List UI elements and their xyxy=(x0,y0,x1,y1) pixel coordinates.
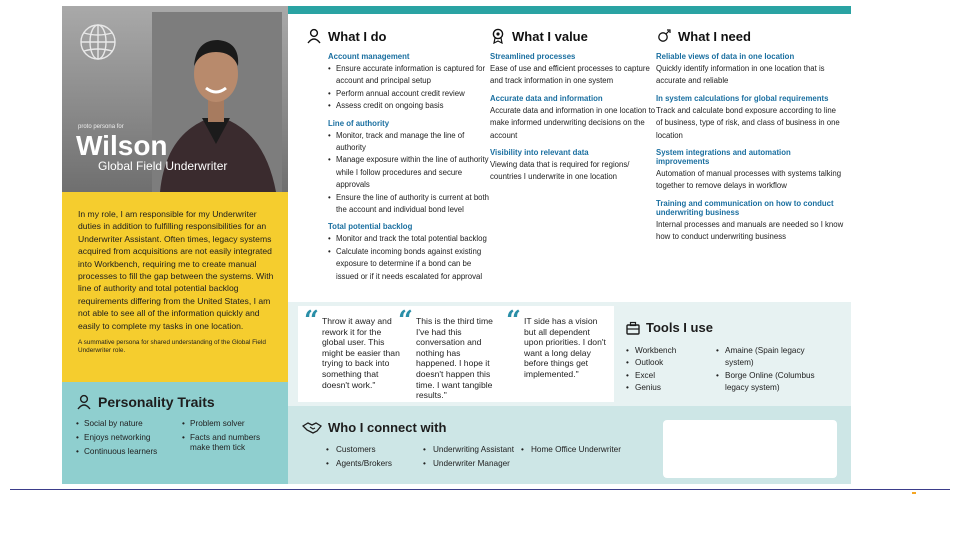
footer-divider xyxy=(10,489,950,490)
bio-note: A summative persona for shared understanding of the Global Field Underwriter role. xyxy=(78,339,266,355)
value-text: Viewing data that is required for regions/ countries I underwrite in one location xyxy=(490,160,630,182)
connect-heading xyxy=(302,420,631,435)
list-item: • Outlook xyxy=(626,357,716,369)
subheading: Account management xyxy=(328,52,410,61)
list-item: • Amaine (Spain legacy system) xyxy=(716,345,826,370)
subheading: Accurate data and information xyxy=(490,93,603,103)
subheading: Reliable views of data in one location xyxy=(656,52,795,61)
what-i-value-column xyxy=(490,28,656,190)
blank-card xyxy=(663,420,837,478)
top-accent-bar xyxy=(288,6,851,14)
list-item: • Social by nature xyxy=(76,419,170,429)
connect-title: Who I connect with xyxy=(328,420,447,435)
persona-photo-panel xyxy=(62,6,288,192)
what-i-do-title: What I do xyxy=(328,28,387,44)
what-i-need-column xyxy=(656,28,844,250)
what-i-value-heading xyxy=(490,28,656,44)
need-text: Internal processes and manuals are needed so I know how to conduct underwriting business xyxy=(656,219,844,242)
tools-list-1 xyxy=(626,345,716,395)
list-item: • Monitor, track and manage the line of authority xyxy=(328,130,492,155)
need-text: Quickly identify information in one location that is accurate and reliable xyxy=(656,64,825,86)
tools-list-2 xyxy=(716,345,826,395)
value-text: Accurate data and information in one location to make informed underwriting decisions on the account xyxy=(490,105,656,140)
connect-list-1 xyxy=(326,443,423,471)
bio-text: In my role, I am responsible for my Underwriter duties in addition to fulfilling responsibilities for an Underwriter Assistant. Often times, legacy systems acquired from acquisitions are not easily integrated into Workbench, requiring me to create manual processes to fill the gap between the systems. With line of authority and total potential backlog requirements differing from the United States, I am not able to see all of the information quickly and easily to complete my tasks in one location. xyxy=(78,209,274,331)
backlog-list xyxy=(328,233,492,283)
subheading: Training and communication on how to conduct underwriting business xyxy=(656,198,834,217)
persona-name: Wilson xyxy=(76,130,168,161)
list-item: • Ensure accurate information is captured for account and principal setup xyxy=(328,63,492,88)
connect-panel xyxy=(302,420,631,471)
list-item: • Ensure the line of authority is current at both the account and individual bond level xyxy=(328,192,492,217)
what-i-do-heading xyxy=(306,28,492,44)
list-item: • Monitor and track the total potential backlog xyxy=(328,233,492,245)
tools-title: Tools I use xyxy=(646,320,713,335)
list-item: • Enjoys networking xyxy=(76,433,170,443)
proto-label: proto persona for xyxy=(78,124,124,130)
list-item: • Assess credit on ongoing basis xyxy=(328,100,492,112)
list-item: • Home Office Underwriter xyxy=(521,443,631,457)
quotes-box xyxy=(298,306,614,402)
globe-icon xyxy=(78,22,118,62)
quote-2: This is the third time I've had this conversation and nothing has happened. I hope it doesn't happen this time. I want tangible results." xyxy=(416,316,493,401)
what-i-value-title: What I value xyxy=(512,28,588,44)
connect-list-2 xyxy=(423,443,521,471)
need-text: Automation of manual processes with systems talking together to remove delays in workflow xyxy=(656,169,842,191)
list-item: • Underwriter Manager xyxy=(423,457,521,471)
list-item: • Facts and numbers make them tick xyxy=(182,433,276,453)
list-item: • Excel xyxy=(626,370,716,382)
award-icon xyxy=(490,28,506,44)
bio-panel xyxy=(62,192,288,382)
footer-accent xyxy=(912,492,916,494)
traits-list-1 xyxy=(76,419,170,461)
what-i-do-column xyxy=(306,28,492,289)
quote-1: Throw it away and rework it for the global user. This might be easier than trying to back into something that doesn't work." xyxy=(322,316,400,390)
connect-list-3 xyxy=(521,443,631,471)
quote-mark-icon: “ xyxy=(506,306,521,336)
persona-role: Global Field Underwriter xyxy=(98,159,228,173)
user-icon xyxy=(306,28,322,44)
line-of-authority-list xyxy=(328,130,492,217)
toolbox-icon xyxy=(626,321,640,335)
subheading: Line of authority xyxy=(328,118,390,128)
subheading: System integrations and automation improvements xyxy=(656,148,791,167)
tools-heading xyxy=(626,320,846,335)
need-text: Track and calculate bond exposure according to line of business, type of risk, and class of business in one location xyxy=(656,105,840,140)
person-icon xyxy=(76,394,92,410)
personality-traits-panel xyxy=(62,382,288,484)
tools-panel xyxy=(626,320,846,395)
list-item: • Underwriting Assistant xyxy=(423,443,521,457)
list-item: • Continuous learners xyxy=(76,447,170,457)
list-item: • Problem solver xyxy=(182,419,276,429)
list-item: • Perform annual account credit review xyxy=(328,88,492,100)
list-item: • Manage exposure within the line of authority while I follow procedures and secure approvals xyxy=(328,154,492,191)
subheading: Total potential backlog xyxy=(328,222,413,232)
list-item: • Workbench xyxy=(626,345,716,357)
list-item: • Agents/Brokers xyxy=(326,457,423,471)
quote-3: IT side has a vision but all dependent upon priorities. I don't want a long delay before things get implemented." xyxy=(524,316,606,379)
traits-heading xyxy=(76,394,276,410)
list-item: • Borge Online (Columbus legacy system) xyxy=(716,370,826,395)
list-item: • Calculate incoming bonds against existing exposure to determine if a bond can be issued or if it needs escalated for approval xyxy=(328,246,492,283)
quote-mark-icon: “ xyxy=(398,306,413,336)
subheading: In system calculations for global requirements xyxy=(656,93,829,103)
what-i-need-heading xyxy=(656,28,844,44)
idea-icon xyxy=(656,28,672,44)
connect-band xyxy=(288,406,851,484)
account-management-list xyxy=(328,63,492,113)
traits-list-2 xyxy=(182,419,276,461)
list-item: • Customers xyxy=(326,443,423,457)
subheading: Streamlined processes xyxy=(490,52,576,61)
persona-slide xyxy=(62,6,851,484)
what-i-need-title: What I need xyxy=(678,28,751,44)
value-text: Ease of use and efficient processes to capture and track information in one system xyxy=(490,64,650,86)
list-item: • Genius xyxy=(626,382,716,394)
subheading: Visibility into relevant data xyxy=(490,148,589,158)
handshake-icon xyxy=(302,421,322,435)
traits-title: Personality Traits xyxy=(98,394,215,410)
quote-mark-icon: “ xyxy=(304,306,319,336)
